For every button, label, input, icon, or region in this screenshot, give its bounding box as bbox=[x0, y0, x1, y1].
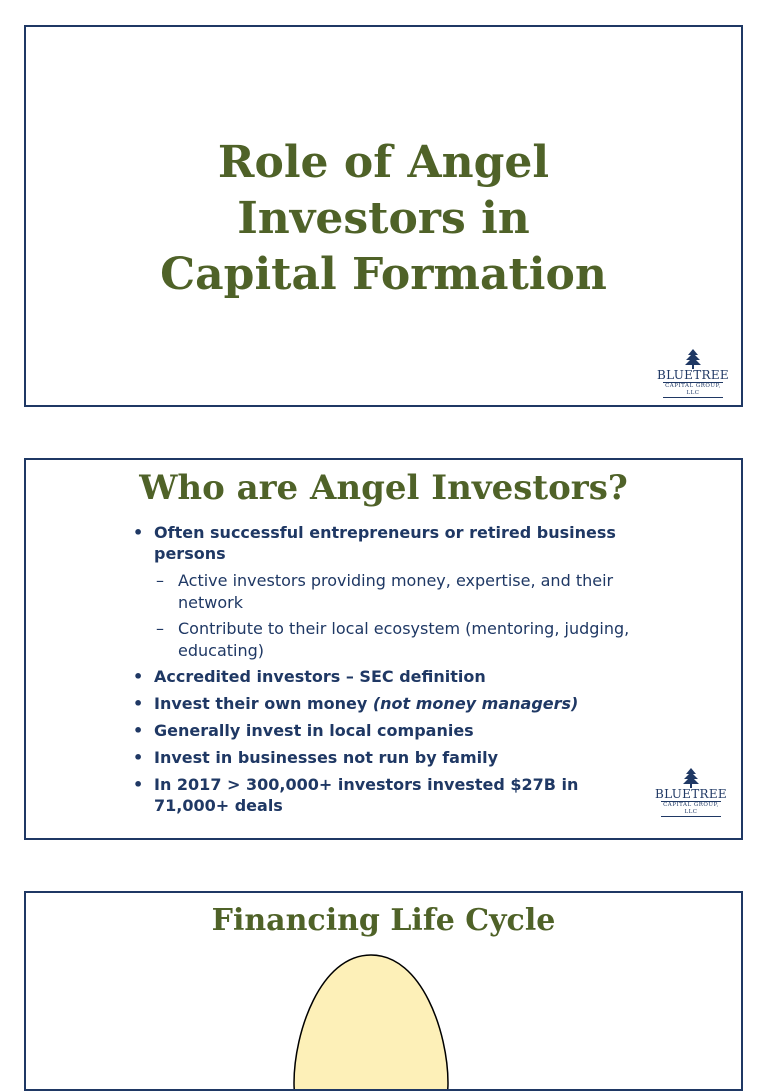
logo-name: BLUETREE bbox=[657, 368, 729, 382]
egg-shape bbox=[292, 953, 450, 1091]
bullet-list bbox=[130, 522, 650, 822]
bullet-text: Active investors providing money, expertise, and their network bbox=[178, 571, 614, 612]
slide-angel-investors bbox=[24, 458, 743, 840]
bullet-item bbox=[130, 666, 650, 687]
bullet-text: Often successful entrepreneurs or retired business persons bbox=[154, 523, 616, 563]
sub-bullet-item bbox=[130, 618, 650, 662]
logo-tagline: CAPITAL GROUP, LLC bbox=[661, 801, 721, 817]
bluetree-logo bbox=[657, 349, 729, 399]
bullet-text: Contribute to their local ecosystem (mentoring, judging, educating) bbox=[178, 619, 630, 660]
dash-marker: – bbox=[156, 571, 164, 590]
bullet-text: Generally invest in local companies bbox=[154, 721, 474, 740]
slide-heading: Who are Angel Investors? bbox=[139, 468, 628, 508]
logo-name: BLUETREE bbox=[655, 787, 727, 801]
bullet-item bbox=[130, 522, 650, 564]
bullet-text: Invest in businesses not run by family bbox=[154, 748, 499, 767]
title-line-1: Role of Angel bbox=[217, 137, 550, 188]
slide-title bbox=[24, 25, 743, 407]
title-line-3: Capital Formation bbox=[160, 249, 607, 300]
bullet-text: Accredited investors – SEC definition bbox=[154, 667, 486, 686]
bullet-text: Invest their own money bbox=[154, 694, 373, 713]
bullet-item bbox=[130, 747, 650, 768]
bullet-italic-text: (not money managers) bbox=[372, 694, 579, 713]
bullet-item bbox=[130, 774, 650, 816]
slide-title-heading bbox=[26, 135, 741, 303]
bullet-text: In 2017 > 300,000+ investors invested $27B in 71,000+ deals bbox=[154, 775, 579, 815]
dash-marker: – bbox=[156, 619, 164, 638]
slide-financing-life-cycle bbox=[24, 891, 743, 1091]
logo-tagline: CAPITAL GROUP, LLC bbox=[663, 382, 723, 398]
title-line-2: Investors in bbox=[237, 193, 530, 244]
tree-icon bbox=[684, 349, 702, 369]
bluetree-logo bbox=[655, 768, 727, 818]
bullet-item bbox=[130, 693, 650, 714]
tree-icon bbox=[682, 768, 700, 788]
slide-heading: Financing Life Cycle bbox=[211, 903, 556, 938]
sub-bullet-item bbox=[130, 570, 650, 614]
bullet-item bbox=[130, 720, 650, 741]
